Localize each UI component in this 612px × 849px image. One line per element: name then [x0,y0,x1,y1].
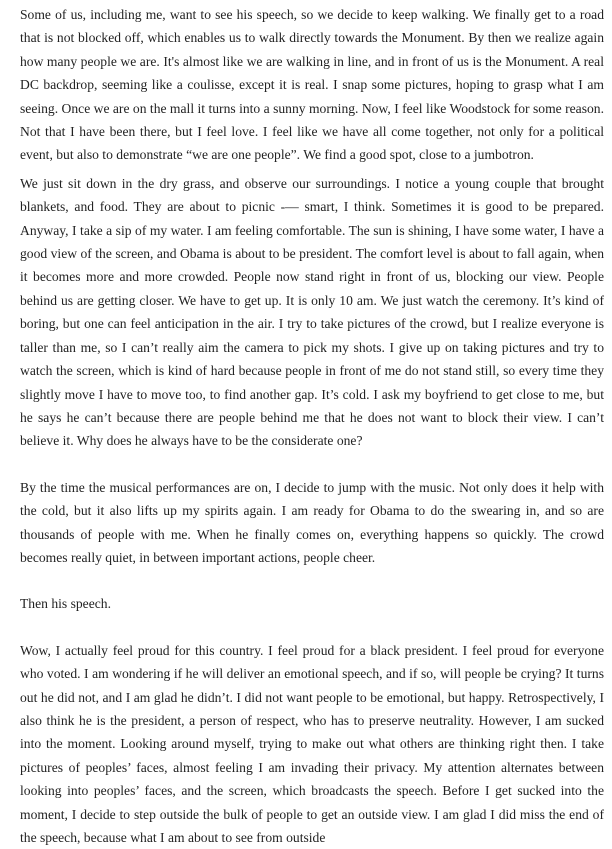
document-page [20,0,604,849]
paragraph-then-his-speech: Then his speech. [20,596,111,612]
paragraph-feeling-proud: Wow, I actually feel proud for this country. I feel proud for a black president. I feel proud for everyone who voted. I am wondering if he will deliver an emotional speech, and if so, will people be crying? It turns out he did not, and I am glad he didn’t. I did not want people to be emotional, but happy. Retrospectively, I also think he is the president, a person of respect, who has to preserve neutrality. However, I am sucked into the moment. Looking around myself, trying to make out what others are thinking right then. I take pictures of peoples’ faces, almost feeling I am invading their privacy. My attention alternates between looking into peoples’ faces, and the screen, which broadcasts the speech. Before I get sucked into the moment, I decide to step outside the bulk of people to get an outside view. I am glad I did miss the end of the speech, because what I am about to see from outside [20,642,604,845]
paragraph-sitting-in-grass: We just sit down in the dry grass, and observe our surroundings. I notice a young couple that brought blankets, and food. They are about to picnic -— smart, I think. Sometimes it is good to be prepared. Anyway, I take a sip of my water. I am feeling comfortable. The sun is shining, I have some water, I have a good view of the screen, and Obama is about to be president. The comfort level is about to fall again, when it becomes more and more crowded. People now stand right in front of us, blocking our view. People behind us are getting closer. We have to get up. It is only 10 am. We just watch the ceremony. It’s kind of boring, but one can feel anticipation in the air. I try to take pictures of the crowd, but I realize everyone is taller than me, so I can’t really aim the camera to pick my shots. I give up on taking pictures and try to watch the screen, which is kind of hard because people in front of me do not stand still, so every time they slightly move I have to move too, to find another gap. It’s cold. I ask my boyfriend to get close to me, but he says he can’t because there are people behind me that he does not want to block their view. I can’t believe it. Why does he always have to be the considerate one? [20,175,604,449]
paragraph-walking-to-monument: Some of us, including me, want to see his speech, so we decide to keep walking. We finally get to a road that is not blocked off, which enables us to walk directly towards the Monument. By then we realize again how many people we are. It's almost like we are walking in line, and in front of us is the Monument. A real DC backdrop, seeming like a coulisse, except it is real. I snap some pictures, hoping to grasp what I am seeing. Once we are on the mall it turns into a sunny morning. Now, I feel like Woodstock for some reason. Not that I have been there, but I feel love. I feel like we have all come together, not only for a political event, but also to demonstrate “we are one people”. We find a good spot, close to a jumbotron. [20,7,604,163]
paragraph-musical-performances: By the time the musical performances are on, I decide to jump with the music. Not only does it help with the cold, but it also lifts up my spirits again. I am ready for Obama to do the swearing in, and so are thousands of people with me. When he finally comes on, everything happens so quickly. The crowd becomes really quiet, in between important actions, people cheer. [20,479,604,565]
